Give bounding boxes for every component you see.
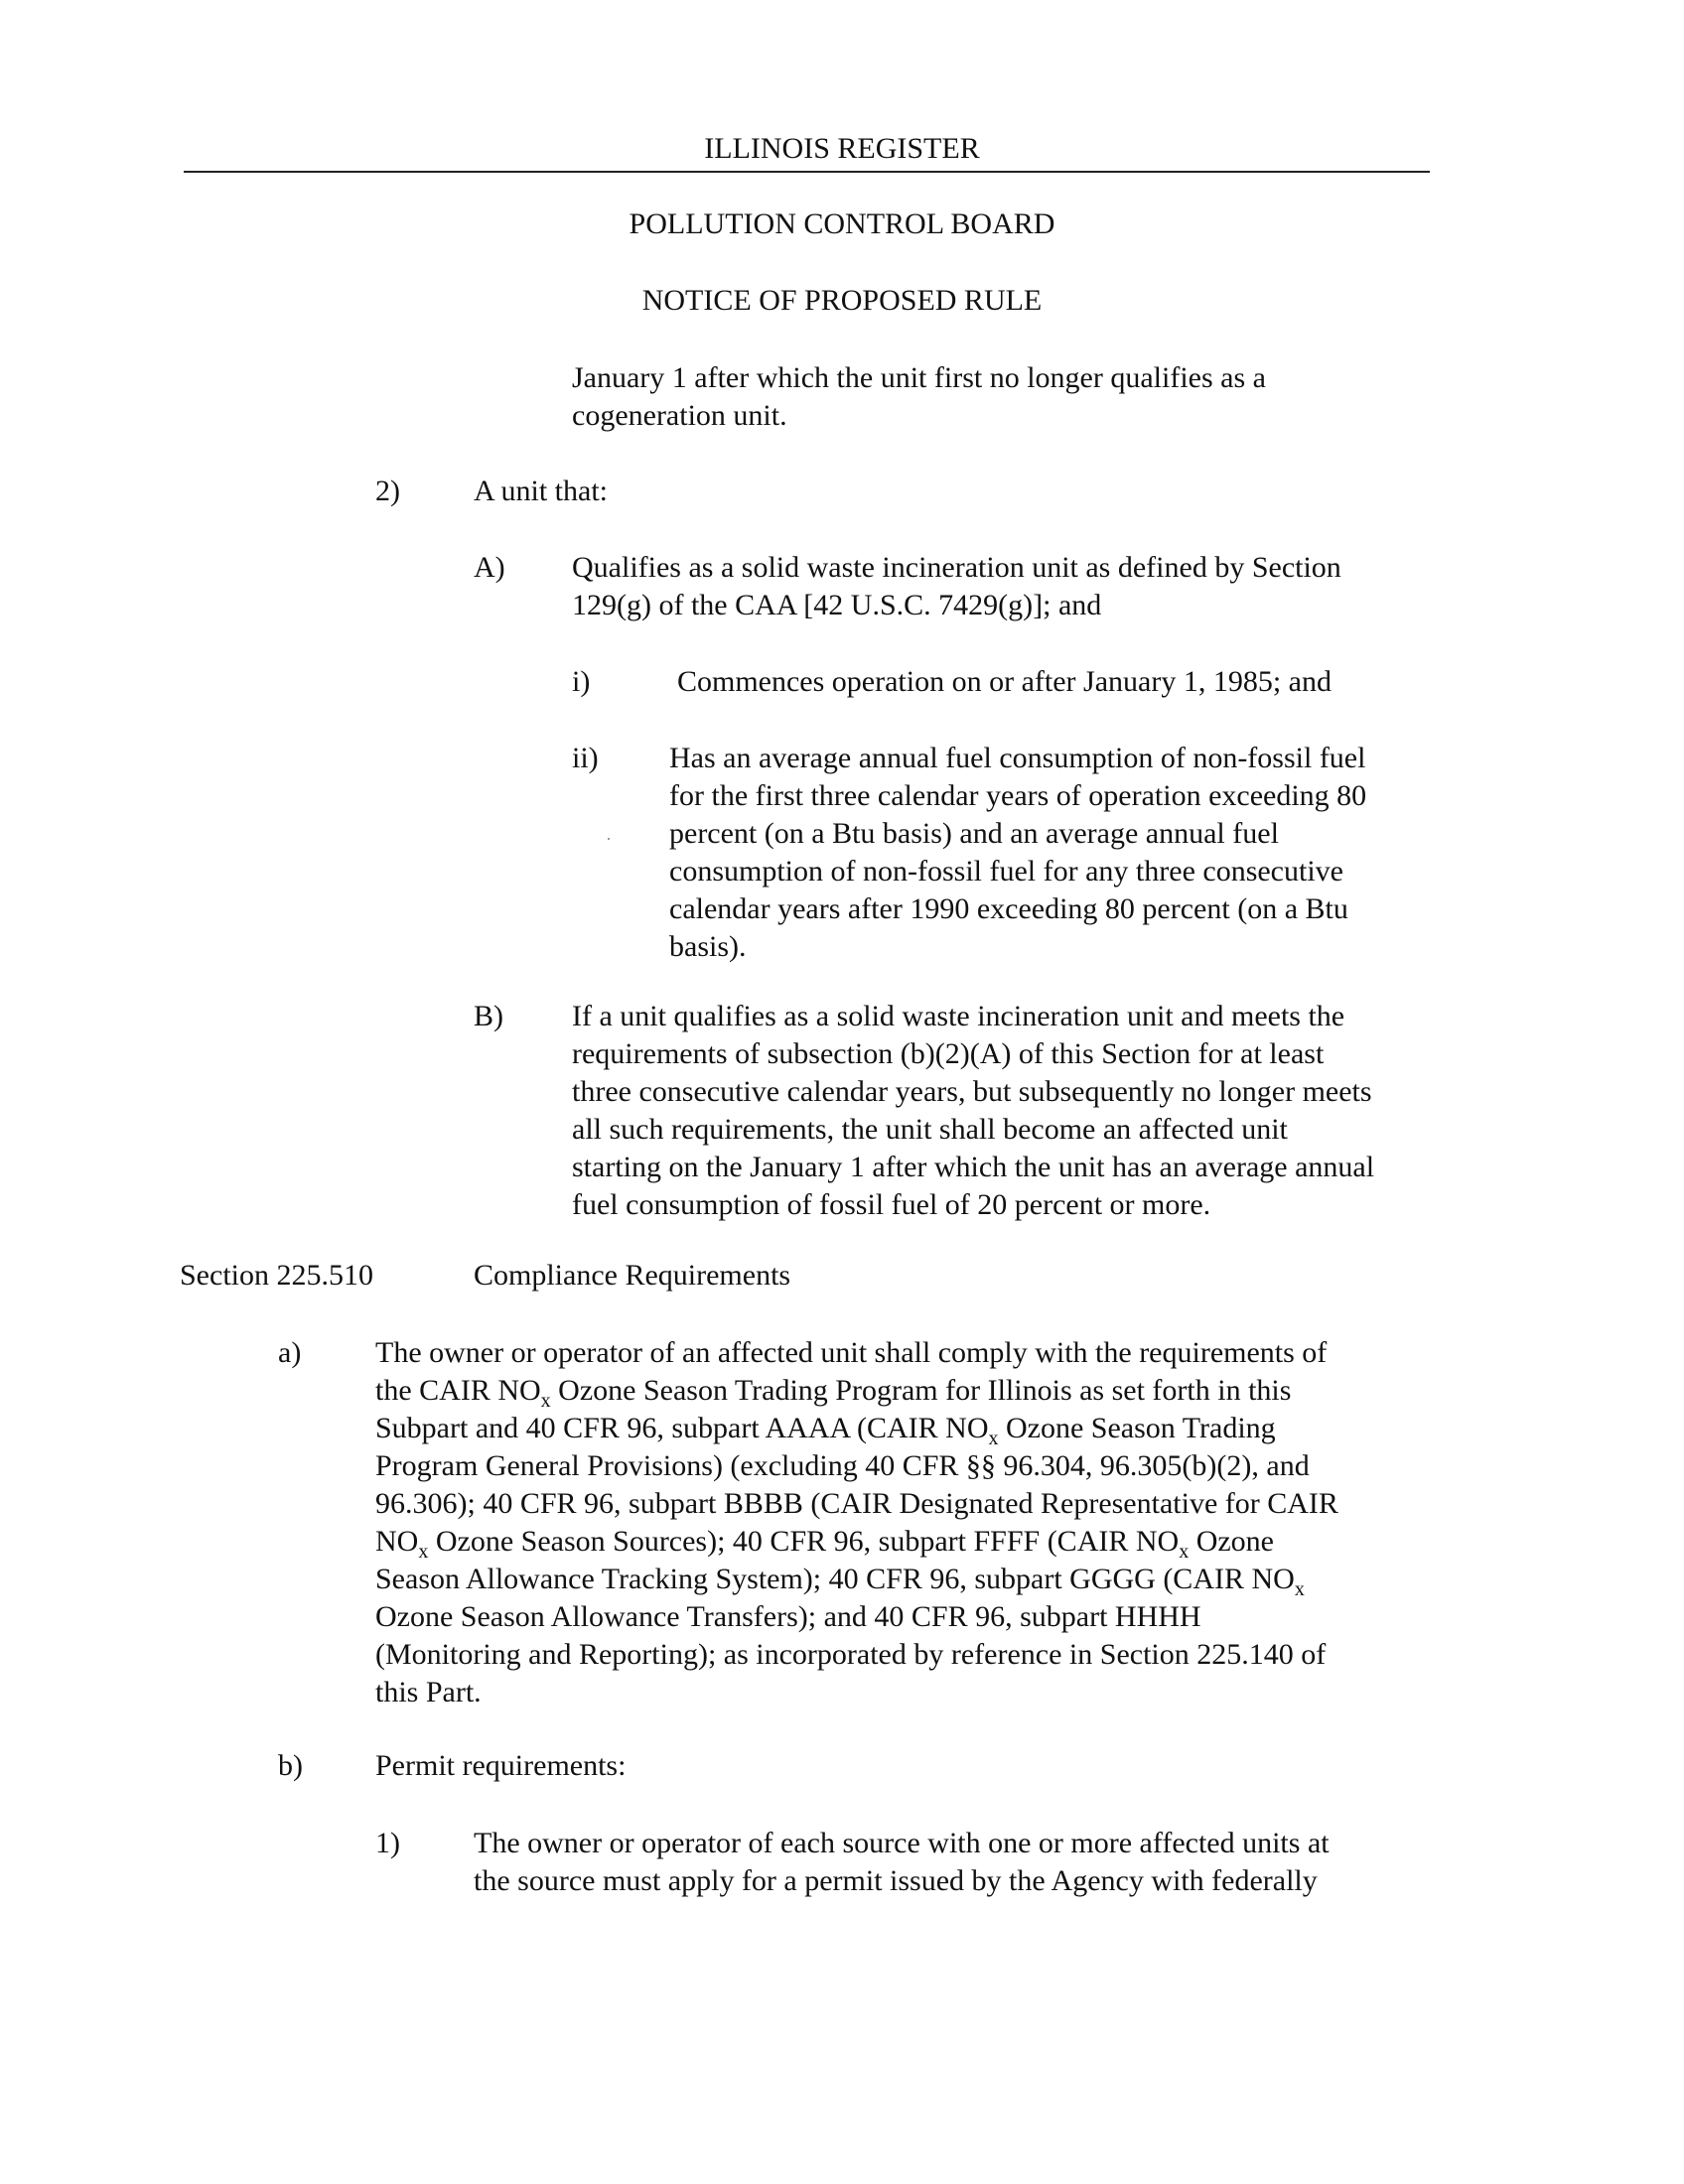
board-title: POLLUTION CONTROL BOARD [629, 207, 1055, 240]
notice-title: NOTICE OF PROPOSED RULE [641, 284, 1043, 317]
section-number: Section 225.510 [180, 1259, 373, 1292]
item-2A-label: A) [474, 551, 505, 584]
item-2Aii-text: Has an average annual fuel consumption of non-fossil fuel for the first three calendar years of operation exceeding 80 percent (on a Btu basis) and an average annual fuel consumption of non-fossil fuel for any three consecutive calendar years after 1990 exceeding 80 percent (on a Btu basis). [669, 742, 1367, 963]
item-2-text: A unit that: [474, 475, 608, 507]
para-a-label: a) [278, 1336, 302, 1369]
item-2Aii-label: ii) [572, 742, 599, 774]
register-title: ILLINOIS REGISTER [704, 132, 980, 165]
item-2Ai-text: Commences operation on or after January 1, 1985; and [677, 665, 1332, 698]
para-b-text: Permit requirements: [375, 1749, 627, 1782]
item-2B-label: B) [474, 1000, 503, 1032]
para-b1-text: The owner or operator of each source with one or more affected units at the source must apply for a permit issued by the Agency with federally [474, 1827, 1330, 1897]
item-2B-text: If a unit qualifies as a solid waste incineration unit and meets the requirements of subsection (b)(2)(A) of this Section for at least three consecutive calendar years, but subsequently no longer meets all such requirements, the unit shall become an affected unit starting on the January 1 after which the unit has an average annual fuel consumption of fossil fuel of 20 percent or more. [572, 1000, 1375, 1221]
para-b1-label: 1) [375, 1827, 400, 1859]
item-2A-text: Qualifies as a solid waste incineration unit as defined by Section 129(g) of the CAA [42 U.S.C. 7429(g)]; and [572, 551, 1341, 621]
item-2-label: 2) [375, 475, 400, 507]
para-a-text: The owner or operator of an affected unit shall comply with the requirements of the CAIR $NO_x$ Ozone Season Trading Program for Illinois as set forth in this Subpart and 40 CFR 96, subpart AAAA (CAIR $NO_x$ Ozone Season Trading Program General Provisions) (excluding 40 CFR §§ 96.304, 96.305(b)(2), and 96.306); 40 CFR 96, subpart BBBB (CAIR Designated Representative for CAIR $NO_x$ Ozone Season Sources); 40 CFR 96, subpart FFFF (CAIR $NO_x$ Ozone Season Allowance Tracking System); 40 CFR 96, subpart GGGG (CAIR $NO_x$ Ozone Season Allowance Transfers); and 40 CFR 96, subpart HHHH (Monitoring and Reporting); as incorporated by reference in Section 225.140 of this Part. [375, 1336, 1338, 1708]
header-rule [184, 171, 1430, 173]
item-2Ai-label: i) [572, 665, 591, 698]
section-title: Compliance Requirements [474, 1259, 791, 1292]
continuation-text: January 1 after which the unit first no longer qualifies as a cogeneration unit. [572, 361, 1266, 432]
para-b-label: b) [278, 1749, 303, 1782]
scan-speck [608, 838, 610, 840]
